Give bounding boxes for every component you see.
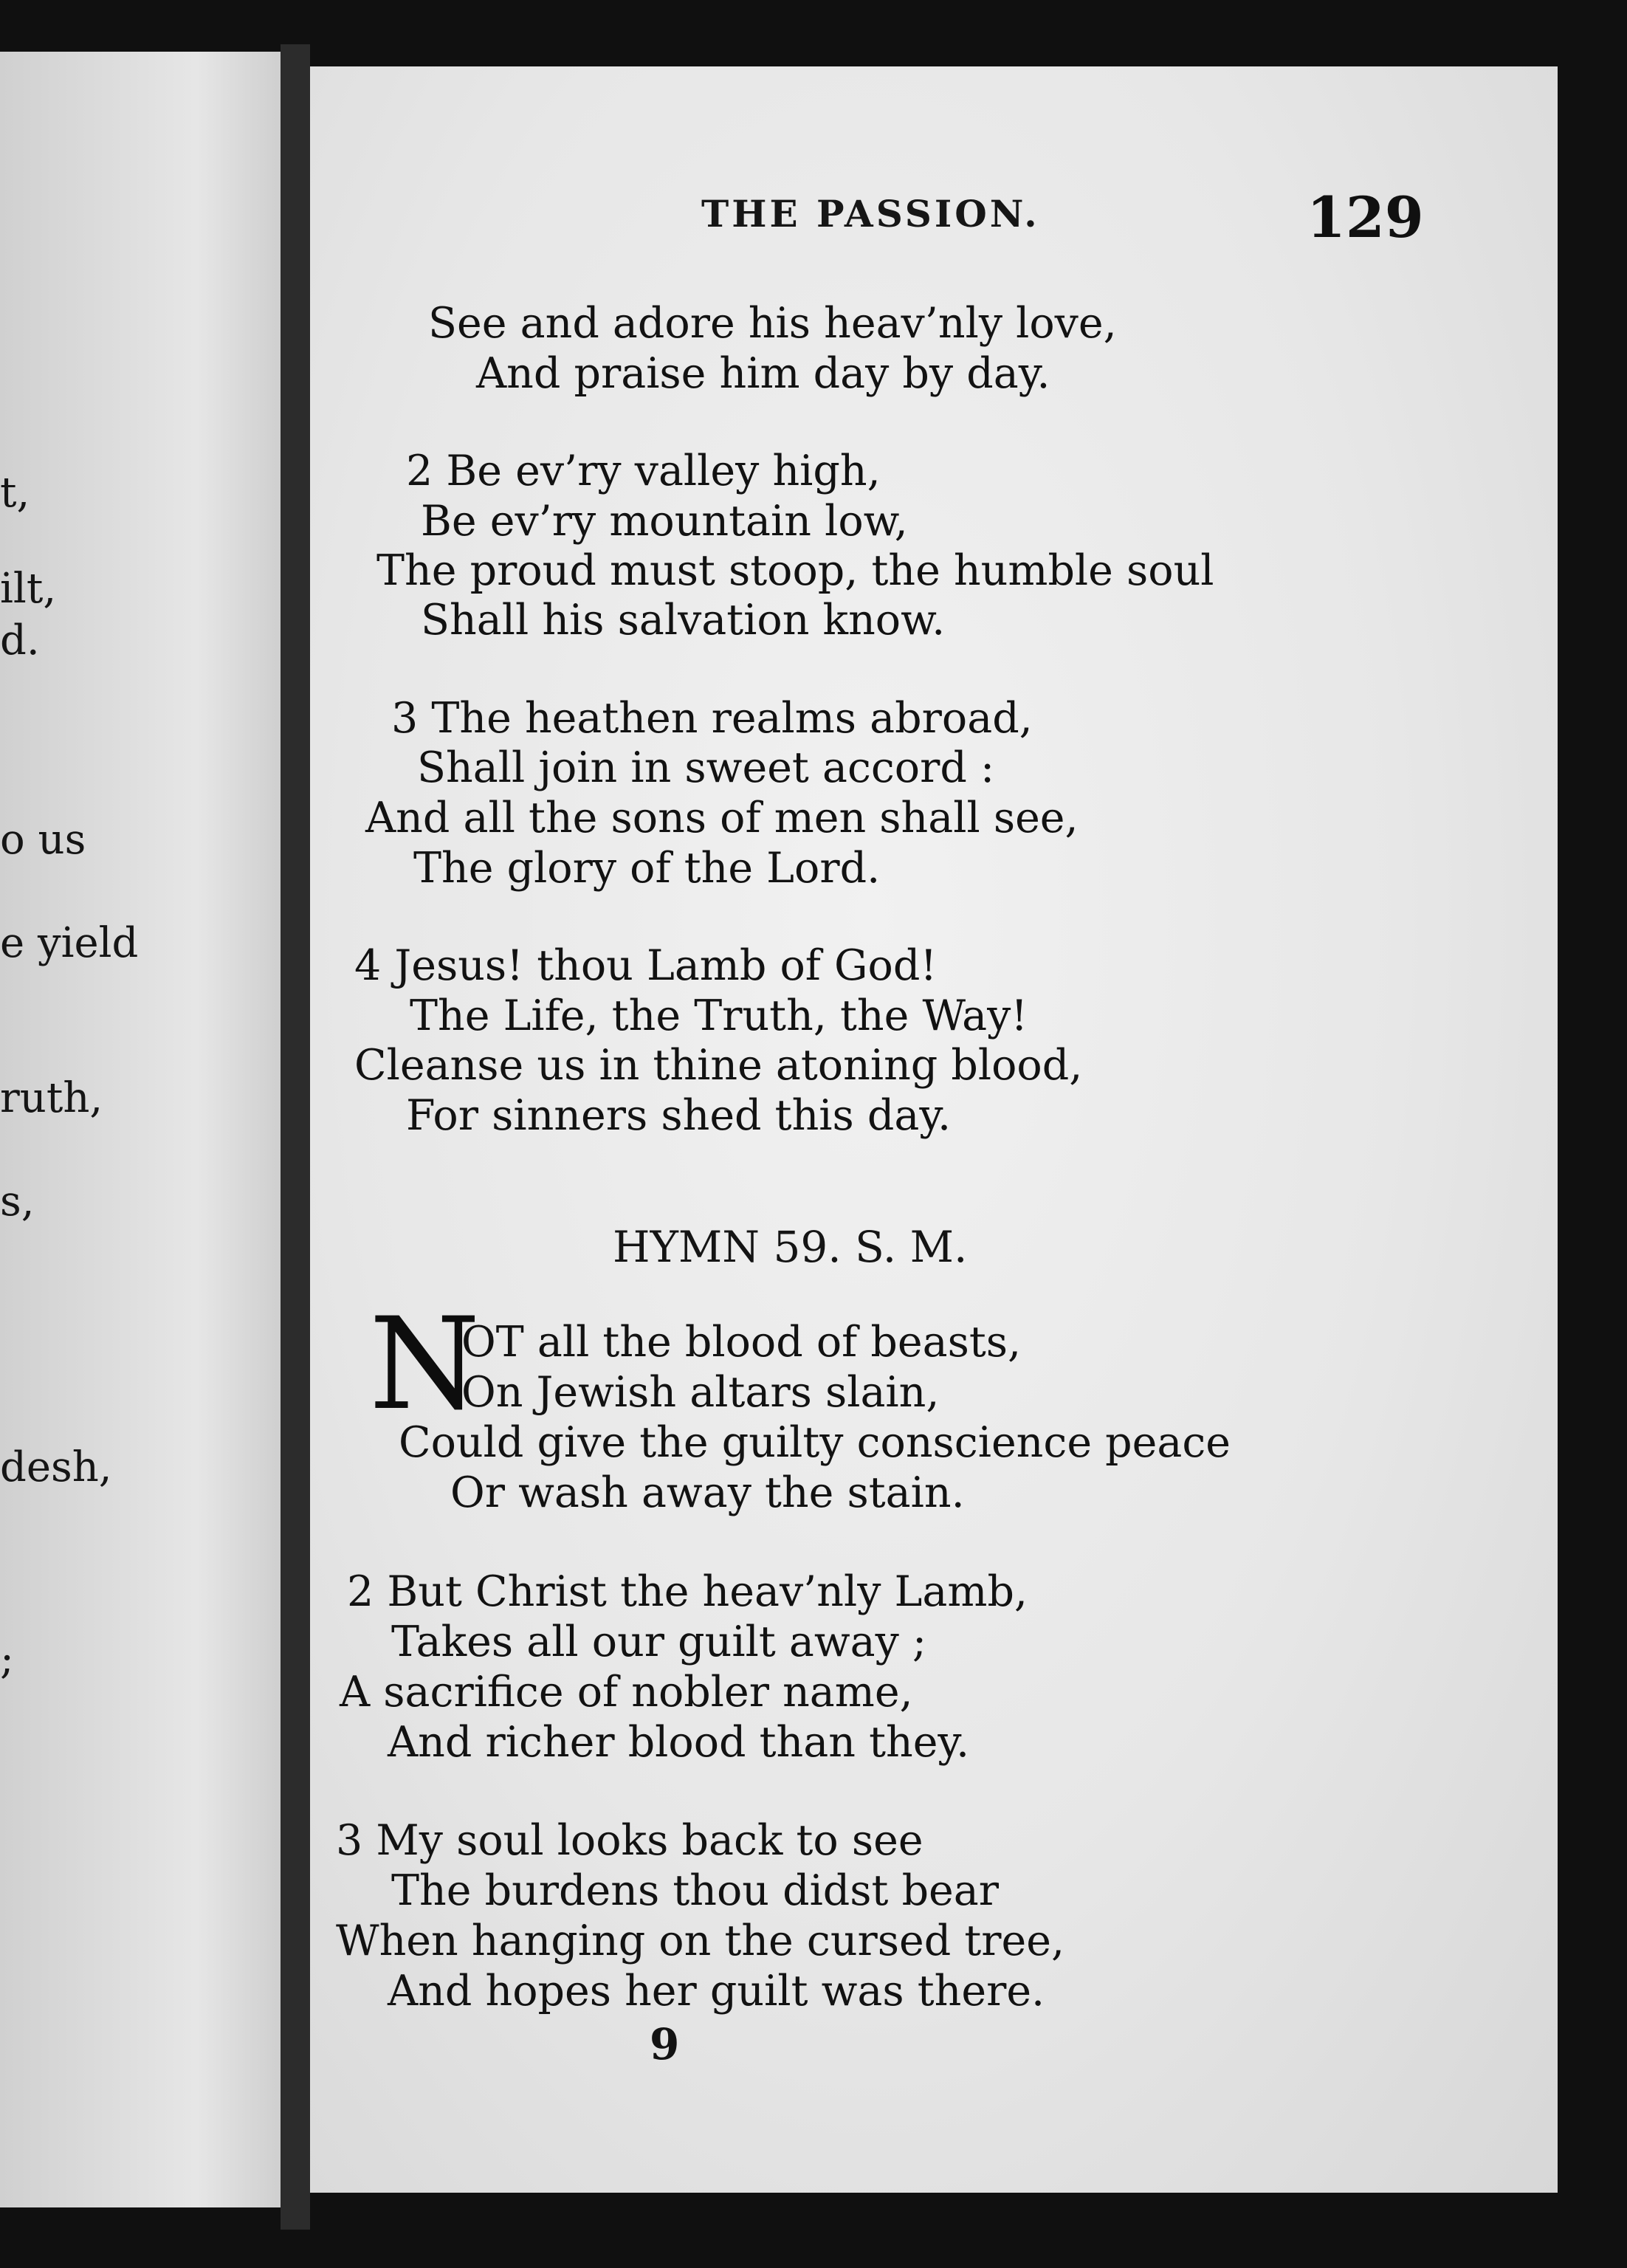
book-gutter xyxy=(281,44,310,2230)
hymn-line: The burdens thou didst bear xyxy=(391,1866,1000,1915)
hymn-line: Could give the guilty conscience peace xyxy=(399,1418,1231,1467)
verse-line: The glory of the Lord. xyxy=(413,844,881,893)
running-title: THE PASSION. xyxy=(701,192,1040,236)
verse-line: The Life, the Truth, the Way! xyxy=(410,992,1028,1040)
verse-line: 4 Jesus! thou Lamb of God! xyxy=(354,941,938,990)
left-page xyxy=(0,52,281,2207)
page-number: 129 xyxy=(1307,185,1424,250)
hymn-line: And hopes her guilt was there. xyxy=(388,1967,1045,2016)
hymn-line: When hanging on the cursed tree, xyxy=(336,1917,1065,1965)
verse-line: See and adore his heav’nly love, xyxy=(428,299,1117,348)
verse-line: Shall join in sweet accord : xyxy=(417,743,995,792)
hymn-line: OT all the blood of beasts, xyxy=(461,1318,1022,1367)
hymn-line: On Jewish altars slain, xyxy=(461,1368,940,1417)
left-fragment: t, xyxy=(0,469,30,517)
verse-line: 2 Be ev’ry valley high, xyxy=(406,447,881,495)
hymn-line: 3 My soul looks back to see xyxy=(336,1816,923,1865)
hymn-line: Or wash away the stain. xyxy=(450,1468,965,1517)
left-fragment: e yield xyxy=(0,919,139,967)
verse-line: For sinners shed this day. xyxy=(406,1091,952,1140)
verse-line: 3 The heathen realms abroad, xyxy=(391,694,1033,743)
hymn-line: A sacrifice of nobler name, xyxy=(340,1668,913,1717)
verse-line: And praise him day by day. xyxy=(476,349,1050,398)
signature-mark: 9 xyxy=(650,2019,680,2069)
hymn-line: Takes all our guilt away ; xyxy=(391,1618,927,1666)
verse-line: Cleanse us in thine atoning blood, xyxy=(354,1041,1083,1090)
left-fragment: s, xyxy=(0,1178,35,1226)
left-fragment: o us xyxy=(0,816,86,864)
hymn-heading: HYMN 59. S. M. xyxy=(613,1222,968,1272)
left-fragment: ilt, xyxy=(0,565,57,613)
verse-line: The proud must stoop, the humble soul xyxy=(376,546,1214,595)
left-fragment: ruth, xyxy=(0,1074,103,1122)
left-fragment: d. xyxy=(0,616,40,664)
drop-cap: N xyxy=(369,1290,481,1438)
verse-line: And all the sons of men shall see, xyxy=(365,794,1079,842)
hymn-line: 2 But Christ the heav’nly Lamb, xyxy=(347,1567,1028,1616)
left-fragment: ; xyxy=(0,1635,14,1683)
verse-line: Shall his salvation know. xyxy=(421,596,946,645)
right-page xyxy=(310,66,1558,2193)
verse-line: Be ev’ry mountain low, xyxy=(421,497,908,546)
left-fragment: desh, xyxy=(0,1443,112,1491)
hymn-line: And richer blood than they. xyxy=(388,1718,970,1767)
